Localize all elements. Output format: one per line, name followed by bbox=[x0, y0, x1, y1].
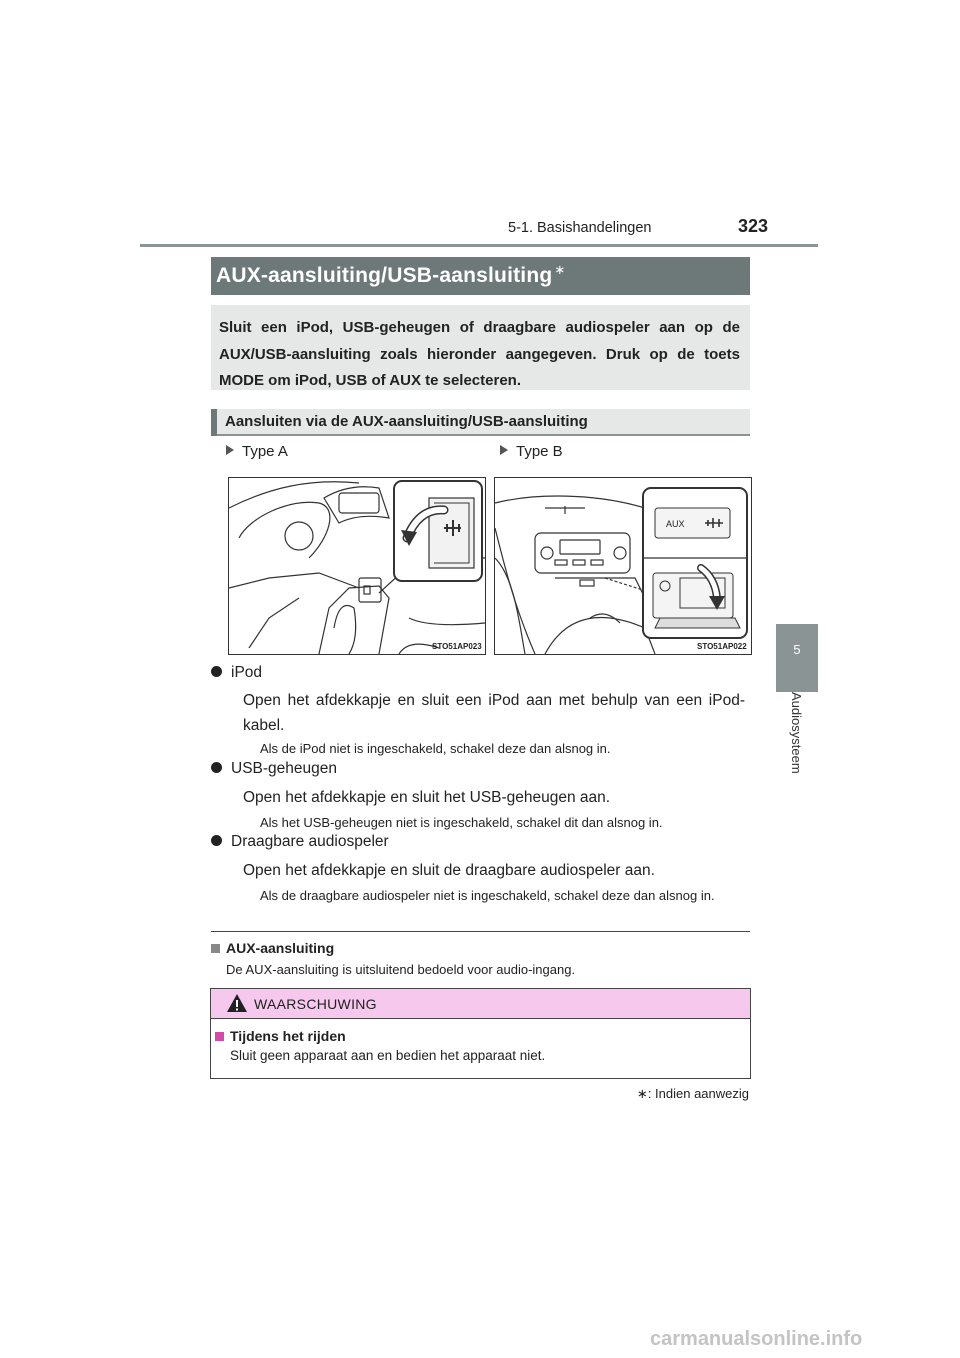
type-a-label: Type A bbox=[226, 443, 288, 460]
dashboard-illustration-a bbox=[229, 478, 485, 654]
bullet-icon bbox=[211, 762, 222, 773]
section-label: 5-1. Basishandelingen bbox=[508, 220, 652, 236]
warning-subheading: Tijdens het rijden bbox=[215, 1028, 346, 1044]
footnote: ∗: Indien aanwezig bbox=[636, 1086, 749, 1101]
warning-triangle-icon bbox=[226, 993, 248, 1018]
section-divider bbox=[211, 931, 750, 932]
aux-heading: AUX-aansluiting bbox=[211, 940, 334, 956]
triangle-bullet-icon bbox=[226, 445, 234, 455]
figure-b-code: STO51AP022 bbox=[697, 642, 747, 651]
warning-body: Sluit geen apparaat aan en bedien het apparaat niet. bbox=[230, 1048, 546, 1063]
page-title-text: AUX-aansluiting/USB-aansluiting bbox=[216, 264, 553, 287]
type-b-inset bbox=[643, 488, 747, 638]
watermark: carmanualsonline.info bbox=[650, 1328, 863, 1350]
subheading: Aansluiten via de AUX-aansluiting/USB-aansluiting bbox=[225, 413, 588, 430]
chapter-label-wrap bbox=[760, 692, 830, 792]
item-player-note: Als de draagbare audiospeler niet is ingeschakeld, schakel deze dan alsnog in. bbox=[260, 888, 715, 903]
item-usb-heading: USB-geheugen bbox=[211, 760, 337, 778]
page-number: 323 bbox=[738, 216, 769, 236]
type-b-label: Type B bbox=[500, 443, 563, 460]
figure-type-b bbox=[494, 477, 752, 655]
footnote-mark: ∗ bbox=[636, 1086, 648, 1101]
item-player-body: Open het afdekkapje en sluit de draagbare audiospeler aan. bbox=[243, 862, 655, 879]
warning-title: WAARSCHUWING bbox=[254, 996, 377, 1012]
item-usb-note: Als het USB-geheugen niet is ingeschakeld, schakel dit dan alsnog in. bbox=[260, 815, 663, 830]
aux-body: De AUX-aansluiting is uitsluitend bedoeld voor audio-ingang. bbox=[226, 962, 576, 977]
item-player-heading: Draagbare audiospeler bbox=[211, 833, 389, 851]
chapter-number: 5 bbox=[793, 642, 801, 657]
intro-text: Sluit een iPod, USB-geheugen of draagbare audiospeler aan op de AUX/USB-aansluiting zoals hieronder aangegeven. Druk op de toets MODE om iPod, USB of AUX te selecteren. bbox=[219, 319, 740, 389]
aux-port-label: AUX bbox=[666, 519, 685, 529]
item-ipod-heading: iPod bbox=[211, 664, 262, 682]
chapter-tab bbox=[776, 624, 818, 692]
chapter-label: Audiosysteem bbox=[789, 692, 804, 774]
square-bullet-icon bbox=[211, 944, 220, 953]
type-a-inset bbox=[394, 481, 482, 581]
figure-type-a bbox=[228, 477, 486, 655]
bullet-icon bbox=[211, 835, 222, 846]
figure-a-code: STO51AP023 bbox=[432, 642, 482, 651]
square-bullet-icon bbox=[215, 1032, 224, 1041]
item-ipod-body: Open het afdekkapje en sluit een iPod aan met behulp van een iPod-kabel. bbox=[243, 692, 745, 734]
bullet-icon bbox=[211, 666, 222, 677]
item-ipod-note: Als de iPod niet is ingeschakeld, schakel deze dan alsnog in. bbox=[260, 741, 611, 756]
intro-panel bbox=[211, 305, 750, 390]
item-usb-body: Open het afdekkapje en sluit het USB-geheugen aan. bbox=[243, 789, 611, 806]
title-footnote-mark: ∗ bbox=[554, 262, 566, 277]
page-title bbox=[216, 262, 565, 288]
subheading-accent bbox=[211, 409, 217, 436]
header-rule bbox=[140, 244, 818, 247]
dashboard-illustration-b bbox=[495, 478, 751, 654]
triangle-bullet-icon bbox=[500, 445, 508, 455]
